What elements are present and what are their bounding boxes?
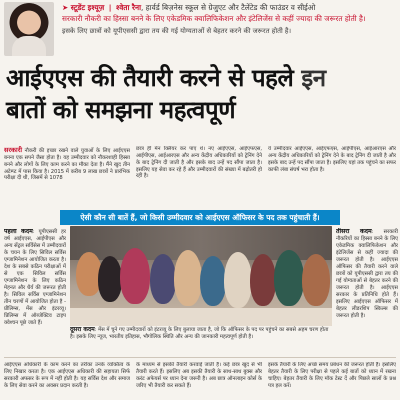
right-column — [336, 228, 398, 338]
closing-section — [4, 362, 396, 398]
step-three-label: तीसरा कदम — [336, 228, 372, 235]
step-two-text: : मेंस में चुने गए उम्मीदवारों को इंटरव्यू के लिए बुलाया जाता है, जो कि ऑफिसर के पद पर पहुंचने का सबसे अहम चरण होता है। इसके लिए न्यूज, भारतीय इतिहास, भौगोलिक स्थिति और अन्य की जानकारी महत्वपूर्ण होती है। — [70, 327, 329, 340]
lead-column-3: ये उम्मीदवार आईएएस, आईएफएस, आईपीएस, आईआरएस और अन्य केंद्रीय अधिकारियों को ट्रेनिंग देने के बाद ट्रेनिंग दी जाती है और इसके बाद उन्हें पद सौंपा जाता है। इसलिए यहां तक पहुंचने का सफर काफी लंबा संघर्ष भरा होता है। — [268, 146, 396, 173]
intro-highlight: सरकारी नौकरी का हिस्सा बनने के लिए एकेडमिक क्वालिफिकेशन और इंटेलिजेंस से कहीं ज्यादा की जरूरत होती है। — [62, 14, 366, 23]
headline-line1: आईएएस की तैयारी करने से पहले — [6, 64, 294, 92]
author-role: हार्वर्ड बिज़नेस स्कूल से ग्रेजुएट और टैलेंटेड की फाउंडर व सीईओ — [145, 3, 316, 12]
author-name: श्वेता रैना — [116, 3, 142, 12]
lead-section — [4, 146, 396, 196]
arrow-icon: ➤ — [62, 3, 69, 12]
lead-column-2: छात्र ही मेन क्लियर कर पाए थे। नए आईएएस, आईएफएस, आईपीएस, आईआरएस और अन्य केंद्रीय अधिकारियों को ट्रेनिंग देने के बाद ट्रेनिंग दी जाती है और इसके बाद उन्हें पद सौंपा जाता है। इसलिए यह सेवा कर रहे हैं और उम्मीदवारों की संख्या में बढ़ोतरी हो रही है। — [136, 146, 262, 180]
section-banner: ऐसी कौन सी बातें हैं, जो किसी उम्मीदवार को आईएएस ऑफिसर के पद तक पहुंचाती हैं। — [60, 210, 340, 225]
lead-column-1 — [4, 146, 130, 196]
closing-column-1: आईएएस अधिकारी के काम करने का तरीका उनके व्यक्तित्व के लिए निखार करता है। एक आईएएस अधिकारी की सहायता सिर्फ सरकारी अफसर के रूप में नहीं होती है। यह सर्विस देश और समाज के लिए सेवा करने का अवसर प्रदान करती है। — [4, 362, 130, 390]
article-header — [0, 0, 400, 60]
lead-word: सरकारी — [4, 146, 23, 154]
column-brand: स्टूडेंट इश्यूज़ — [70, 3, 105, 12]
lead-text-1: नौकरी की इच्छा रखने वाले युवाओं के लिए आईएएस बनना एक सपने जैसा होता है। यह उम्मीदवार को नौकरशाही हिस्सा बनने और लोगों के लिए काम करने का मौका देता है। मैंने खुद तीन अटेम्प्ट में पास किया है। 2015 में करीब 9 लाख छात्रों ने प्रारंभिक परीक्षा दी थी, जिसमें से 1078 — [4, 148, 130, 182]
byline: ➤ स्टूडेंट इश्यूज़ | श्वेता रैना, हार्वर्ड बिज़नेस स्कूल से ग्रेजुएट और टैलेंटेड की फाउंडर व सीईओ — [62, 3, 316, 12]
step-two — [70, 326, 332, 342]
left-column — [4, 228, 66, 338]
author-photo — [4, 2, 54, 56]
headline-line1-end: इन — [301, 64, 326, 92]
classroom-photo — [70, 226, 332, 326]
closing-column-3: इसके तैयारी के लिए अच्छे समय प्रबंधन की जरूरत होती है। इसलिए बेहतर तैयारी के लिए परीक्षा से पहले कई बातों को ध्यान में रखना चाहिए। बेहतर तैयारी के लिए मॉक टेस्ट दें और पिछले सालों के प्रश्न पत्र हल करें। — [268, 362, 396, 390]
separator-icon: | — [108, 3, 112, 12]
divider — [4, 357, 396, 358]
headline-line2: बातों को समझना महत्वपूर्ण — [6, 96, 236, 125]
intro-text: इसके लिए छात्रों को यूपीएससी द्वारा तय की गई योग्यताओं से बेहतर करने की जरूरत होती है। — [62, 27, 292, 35]
step-one-text: : यूपीएससी हर वर्ष आईएएस, आईपीएस और अन्य सेंट्रल सर्विसेस में उम्मीदवारों के चयन के लिए सिविल सर्विस एग्जामिनेशन आयोजित करता है। देश के सबसे कठिन परीक्षाओं में से एक सिविल सर्विस एग्जामिनेशन के लिए कठिन मेहनत और धैर्य की जरूरत होती है। सिविल सर्विस एग्जामिनेशन तीन चरणों में आयोजित होता है - प्रीलिम्स, मेंस और इंटरव्यू। प्रिलिम्स में ऑब्जेक्टिव टाइप क्वेश्चन पूछे जाते हैं। — [4, 229, 66, 326]
step-two-label: दूसरा कदम — [70, 326, 95, 333]
step-one-label: पहला कदम — [4, 228, 33, 235]
step-three-text: : सरकारी नौकरियों का हिस्सा बनने के लिए एकेडमिक क्वालिफिकेशन और इंटेलिजेंस से कहीं ज्यादा की जरूरत होती है। आईएएस ऑफिसर की तैयारी करने वाले छात्रों को यूपीएससी द्वारा तय की गई योग्यताओं से बेहतर करने की जरूरत होती है। आईएएस सरकार के प्रतिनिधि होते हैं। इसलिए आईएएस ऑफिसर में बेहतर लीडरशिप स्किल्स की जरूरत होती है। — [336, 229, 398, 319]
closing-column-2: के माध्यम से इसकी तैयारी करवाई जाती है। कई छात्र खुद से भी तैयारी करते हैं। इसलिए अब इसकी तैयारी के साथ-साथ बुक्स और करंट अफेयर्स पर ध्यान देना जरूरी है। अब छात्र ऑनलाइन कोर्स के जरिए भी तैयारी कर सकते हैं। — [136, 362, 262, 390]
headline — [6, 62, 396, 127]
